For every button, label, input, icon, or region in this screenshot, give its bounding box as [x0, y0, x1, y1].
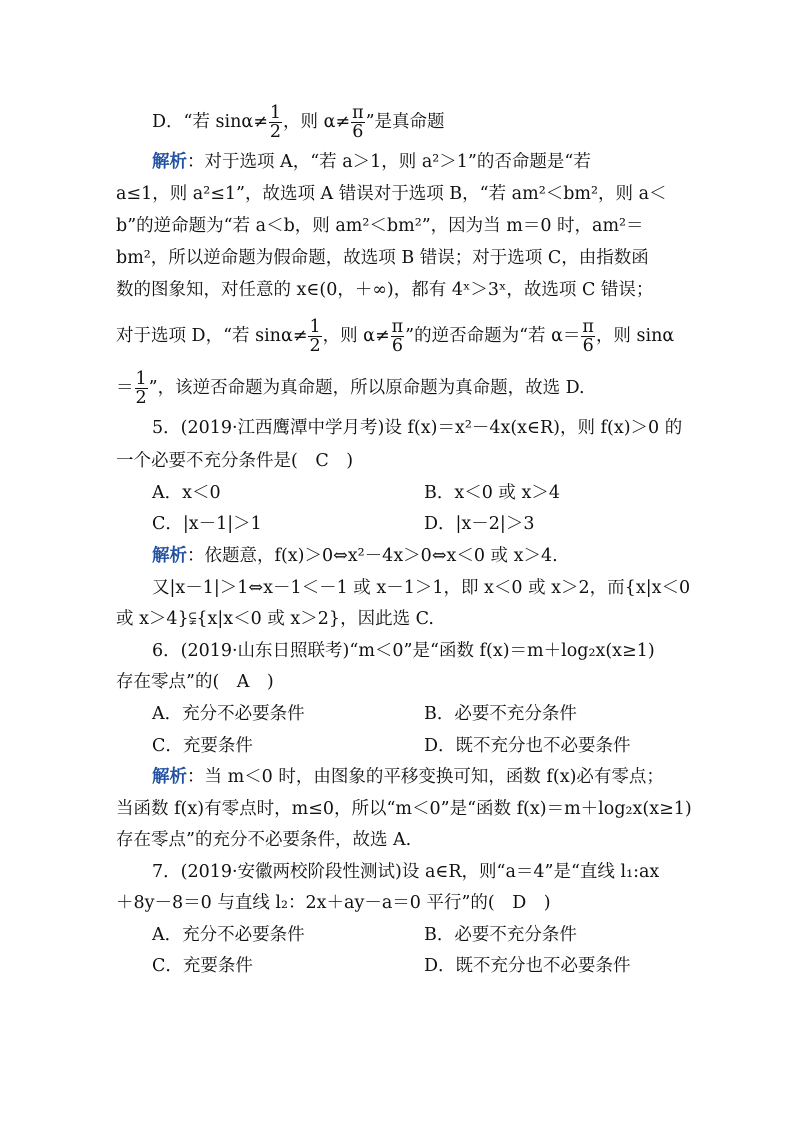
q7-option-c: C．充要条件: [152, 956, 253, 976]
solution-line: b”的逆命题为“若 a＜b，则 am²＜bm²”，因为当 m＝0 时，am²＝: [116, 216, 644, 236]
q6-solution-line: 解析：当 m＜0 时，由图象的平移变换可知，函数 f(x)必有零点；: [152, 767, 664, 787]
question-7-stem: 7．(2019·安徽两校阶段性测试)设 a∈R，则“a＝4”是“直线 l₁:ax: [152, 862, 660, 882]
fraction: $\frac{\pi}{6}$: [352, 103, 364, 142]
option-d-suffix: ”是真命题: [365, 112, 445, 132]
q5-option-d: D．|x－2|＞3: [424, 514, 535, 534]
question-6-stem: 存在零点”的( A ): [116, 672, 274, 692]
q6-solution-line: 存在零点”的充分不必要条件，故选 A.: [116, 830, 412, 850]
fraction: $\frac{1}{2}$: [135, 369, 147, 408]
solution-line: 数的图象知，对任意的 x∈(0，＋∞)，都有 4ˣ＞3ˣ，故选项 C 错误；: [116, 280, 654, 300]
solution-line: a≤1，则 a²≤1”，故选项 A 错误对于选项 B，“若 am²＜bm²，则 a＜: [116, 184, 667, 204]
solution-label: 解析: [152, 767, 187, 787]
solution-line: bm²，所以逆命题为假命题，故选项 B 错误；对于选项 C，由指数函: [116, 248, 649, 268]
solution-line: ＝ $\frac{1}{2}$ ”，该逆否命题为真命题，所以原命题为真命题，故选 D.: [116, 369, 585, 408]
option-d-mid: ，则 α≠: [283, 112, 351, 132]
q5-option-b: B．x＜0 或 x＞4: [424, 483, 560, 503]
q6-solution-line: 当函数 f(x)有零点时，m≤0，所以“m＜0”是“函数 f(x)＝m＋log₂x(x≥1): [116, 799, 692, 819]
option-d-statement: [152, 104, 445, 141]
q7-option-b: B．必要不充分条件: [424, 925, 577, 945]
q7-option-d: D．既不充分也不必要条件: [424, 956, 631, 976]
q5-option-c: C．|x－1|＞1: [152, 514, 262, 534]
q6-option-c: C．充要条件: [152, 736, 253, 756]
q7-option-a: A．充分不必要条件: [152, 925, 305, 945]
q5-solution-line: 或 x＞4}⫋{x|x＜0 或 x＞2}，因此选 C.: [116, 609, 434, 629]
solution-line: 解析：对于选项 A，“若 a＞1，则 a²＞1”的否命题是“若: [152, 152, 591, 172]
solution-line: 对于选项 D，“若 sinα≠ $\frac{1}{2}$ ，则 α≠ $\frac{\pi}{6}$ ”的逆否命题为“若 α＝ $\frac{\pi}{6}$ ，则 sinα: [116, 317, 675, 356]
fraction: $\frac{1}{2}$: [269, 103, 282, 142]
solution-label: 解析: [152, 152, 187, 172]
question-7-stem: ＋8y－8＝0 与直线 l₂：2x＋ay－a＝0 平行”的( D ): [116, 893, 551, 913]
question-5-stem: 5．(2019·江西鹰潭中学月考)设 f(x)＝x²－4x(x∈R)，则 f(x)＞0 的: [152, 418, 683, 438]
solution-label: 解析: [152, 546, 187, 566]
question-5-stem: 一个必要不充分条件是( C ): [116, 451, 354, 471]
q5-solution-line: 又|x－1|＞1⇔x－1＜－1 或 x－1＞1，即 x＜0 或 x＞2，而{x|x＜0: [152, 578, 691, 598]
q6-option-d: D．既不充分也不必要条件: [424, 736, 631, 756]
q6-option-b: B．必要不充分条件: [424, 704, 577, 724]
question-6-stem: 6．(2019·山东日照联考)“m＜0”是“函数 f(x)＝m＋log₂x(x≥1): [152, 641, 655, 661]
fraction: $\frac{\pi}{6}$: [391, 317, 404, 356]
q5-option-a: A．x＜0: [152, 483, 221, 503]
option-d-prefix: D．“若 sinα≠: [152, 112, 268, 132]
q6-option-a: A．充分不必要条件: [152, 704, 305, 724]
q5-solution-line: 解析：依题意，f(x)＞0⇔x²－4x＞0⇔x＜0 或 x＞4.: [152, 546, 558, 566]
fraction: $\frac{1}{2}$: [309, 317, 321, 356]
fraction: $\frac{\pi}{6}$: [582, 317, 594, 356]
